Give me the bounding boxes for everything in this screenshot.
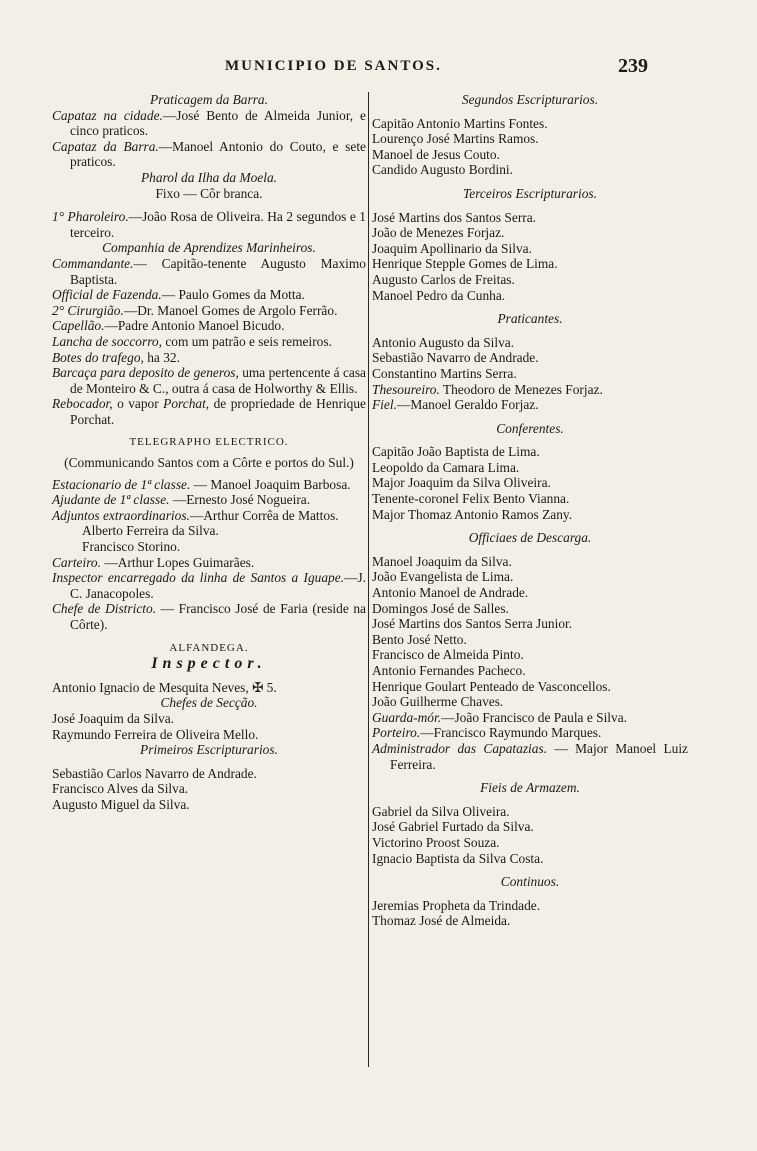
entry-text: —Padre Antonio Manoel Bicudo. [104,318,285,334]
entry-rebocador [52,396,366,427]
entry-inspector-linha [52,570,366,601]
list-item: Henrique Stepple Gomes de Lima. [372,256,558,272]
entry-ajudante [52,492,366,508]
entry-role: Fiel. [372,397,397,413]
section-subtitle-telegrapho: (Communicando Santos com a Côrte e portos do Sul.) [64,455,354,471]
entry-guarda-mor [372,710,688,726]
list-item: Capitão Antonio Martins Fontes. [372,115,548,131]
entry-text: — Francisco José de Faria (reside na Côrte). [70,601,367,632]
list-item: Gabriel da Silva Oliveira. [372,803,510,819]
section-title-chefes: Chefes de Secção. [160,695,258,711]
entry-role: Lancha de soccorro, [52,333,162,349]
list-item: Manoel Joaquim da Silva. [372,553,512,569]
entry-role: Adjuntos extraordinarios. [52,507,190,523]
entry-text: uma pertencente á casa de Monteiro & C., outra á casa de Holworthy & Ellis. [70,365,366,396]
entry-text: —João Rosa de Oliveira. Ha 2 segundos e 1 terceiro. [70,209,366,240]
list-item: Lourenço José Martins Ramos. [372,131,539,147]
list-item: Joaquim Apollinario da Silva. [372,240,532,256]
entry-text: o vapor [112,396,164,412]
entry-role: Chefe de Districto. [52,601,157,617]
entry-botes [52,350,366,366]
entry-pharoleiro [52,209,366,240]
list-item: Bento José Netto. [372,631,467,647]
entry-text: —José Bento de Almeida Junior, e cinco praticos. [70,107,366,139]
right-column [372,92,688,929]
entry-text: —J. C. Janacopoles. [70,570,366,601]
entry-text: —Dr. Manoel Gomes de Argolo Ferrão. [123,302,338,318]
section-subtitle-pharol: Fixo — Côr branca. [155,185,263,201]
entry-text: — Paulo Gomes da Motta. [161,287,305,303]
page-number: 239 [618,55,648,77]
section-title-primeiros: Primeiros Escripturarios. [140,742,278,758]
list-item: Francisco Storino. [82,539,181,555]
running-title: MUNICIPIO DE SANTOS. [225,58,442,74]
entry-role: Ajudante de 1ª classe. [52,492,170,508]
entry-text: Theodoro de Menezes Forjaz. [439,381,603,397]
entry-fiel [372,397,688,413]
list-item: Victorino Proost Souza. [372,834,500,850]
entry-role: 2° Cirurgião. [52,302,124,318]
entry-text: —Arthur Lopes Guimarães. [100,554,255,570]
page-header [40,55,660,82]
list-item: Jeremias Propheta da Trindade. [372,897,541,913]
entry-inspector: Antonio Ignacio de Mesquita Neves, ✠ 5. [52,679,277,695]
list-item: Sebastião Carlos Navarro de Andrade. [52,765,257,781]
entry-carteiro [52,555,366,571]
list-item: Antonio Fernandes Pacheco. [372,663,526,678]
entry-role: Capellão. [52,318,105,334]
entry-capellao [52,318,366,334]
section-title-telegrapho: TELEGRAPHO ELECTRICO. [129,436,289,449]
entry-capataz-barra [52,139,366,170]
entry-text: —Francisco Raymundo Marques. [420,725,602,741]
section-title-companhia: Companhia de Aprendizes Marinheiros. [102,240,316,256]
entry-role: Barcaça para deposito de generos, [52,365,239,381]
list-item: João Evangelista de Lima. [372,569,514,585]
entry-role: Commandante. [52,255,134,271]
entry-role: Guarda-mór. [372,709,442,725]
left-column [52,92,366,813]
section-title-segundos: Segundos Escripturarios. [461,92,599,107]
entry-text: — Capitão-tenente Augusto Maximo Baptista. [70,255,366,287]
entry-role: Porteiro. [372,725,421,741]
entry-text: —Manoel Geraldo Forjaz. [396,397,539,413]
entry-role: Estacionario de 1ª classe. [52,476,191,492]
section-title-praticantes: Praticantes. [497,311,563,327]
section-title-conferentes: Conferentes. [496,420,564,436]
list-item: José Gabriel Furtado da Silva. [372,819,534,835]
list-item: Constantino Martins Serra. [372,365,517,381]
entry-porteiro [372,725,688,741]
entry-role: 1° Pharoleiro. [52,209,129,225]
section-title-alfandega: ALFANDEGA. [169,641,249,654]
entry-text: — Major Manoel Luiz Ferreira. [390,740,688,772]
list-item: Manoel Pedro da Cunha. [372,287,506,303]
list-item: Domingos José de Salles. [372,600,509,616]
entry-adjuntos [52,508,366,524]
section-subtitle-inspector: Inspector. [151,655,267,673]
list-item: João Guilherme Chaves. [372,694,504,710]
list-item: Sebastião Navarro de Andrade. [372,350,539,366]
column-divider [368,92,369,1067]
entry-barcaca [52,365,366,396]
entry-text: com um patrão e seis remeiros. [161,333,332,349]
list-item: Leopoldo da Camara Lima. [372,459,520,475]
list-item: Francisco de Almeida Pinto. [372,647,524,663]
entry-commandante [52,256,366,287]
list-item: Alberto Ferreira da Silva. [82,523,219,539]
entry-role: Botes do trafego, [52,349,144,365]
list-item: Manoel de Jesus Couto. [372,146,500,162]
entry-text: —João Francisco de Paula e Silva. [441,709,628,725]
entry-lancha [52,334,366,350]
list-item: Henrique Goulart Penteado de Vasconcellos. [372,678,611,694]
section-title-officiaes: Officiaes de Descarga. [468,530,592,546]
entry-role: Administrador das Capatazias. [372,740,548,756]
section-title-pharol: Pharol da Ilha da Moela. [141,169,277,185]
entry-chefe-districto [52,601,366,632]
list-item: José Martins dos Santos Serra Junior. [372,616,573,632]
entry-role: Capataz da Barra. [52,138,159,154]
section-title-terceiros: Terceiros Escripturarios. [463,185,597,201]
section-title-continuos: Continuos. [500,874,560,890]
list-item: Francisco Alves da Silva. [52,781,189,797]
list-item: José Martins dos Santos Serra. [372,209,537,225]
list-item: Raymundo Ferreira de Oliveira Mello. [52,726,259,742]
entry-text: ha 32. [143,349,180,365]
section-title-praticagem: Praticagem da Barra. [150,92,268,107]
entry-role: Carteiro. [52,554,101,570]
entry-role: Rebocador, [52,396,113,412]
list-item: José Joaquim da Silva. [52,710,174,726]
list-item: Thomaz José de Almeida. [372,913,511,929]
list-item: Candido Augusto Bordini. [372,162,513,178]
section-title-fieis: Fieis de Armazem. [480,780,580,796]
ship-name: Porchat, [163,396,210,412]
entry-official-fazenda [52,287,366,303]
entry-text: —Ernesto José Nogueira. [169,492,311,508]
list-item: Augusto Miguel da Silva. [52,796,190,812]
entry-text: —Manoel Antonio do Couto, e sete praticos. [70,138,366,170]
list-item: Major Thomaz Antonio Ramos Zany. [372,506,573,522]
list-item: Major Joaquim da Silva Oliveira. [372,475,551,491]
entry-text: — Manoel Joaquim Barbosa. [190,476,351,492]
entry-role: Inspector encarregado da linha de Santos a Iguape. [52,570,345,586]
list-item: João de Menezes Forjaz. [372,225,505,241]
entry-thesoureiro [372,382,688,398]
entry-text: de propriedade de Henrique Porchat. [70,396,366,427]
list-item: Capitão João Baptista de Lima. [372,444,540,460]
list-item: Antonio Manoel de Andrade. [372,585,529,601]
entry-role: Official de Fazenda. [52,287,162,303]
entry-role: Capataz na cidade. [52,107,163,123]
entry-text: —Arthur Corrêa de Mattos. [189,507,339,523]
list-item: Augusto Carlos de Freitas. [372,271,515,287]
entry-cirurgiao [52,303,366,319]
list-item: Tenente-coronel Felix Bento Vianna. [372,491,570,507]
list-item: Ignacio Baptista da Silva Costa. [372,850,544,866]
entry-capataz-cidade [52,108,366,139]
entry-role: Thesoureiro. [372,381,440,397]
list-item: Antonio Augusto da Silva. [372,334,515,350]
entry-administrador [372,741,688,772]
entry-estacionario [52,477,366,493]
